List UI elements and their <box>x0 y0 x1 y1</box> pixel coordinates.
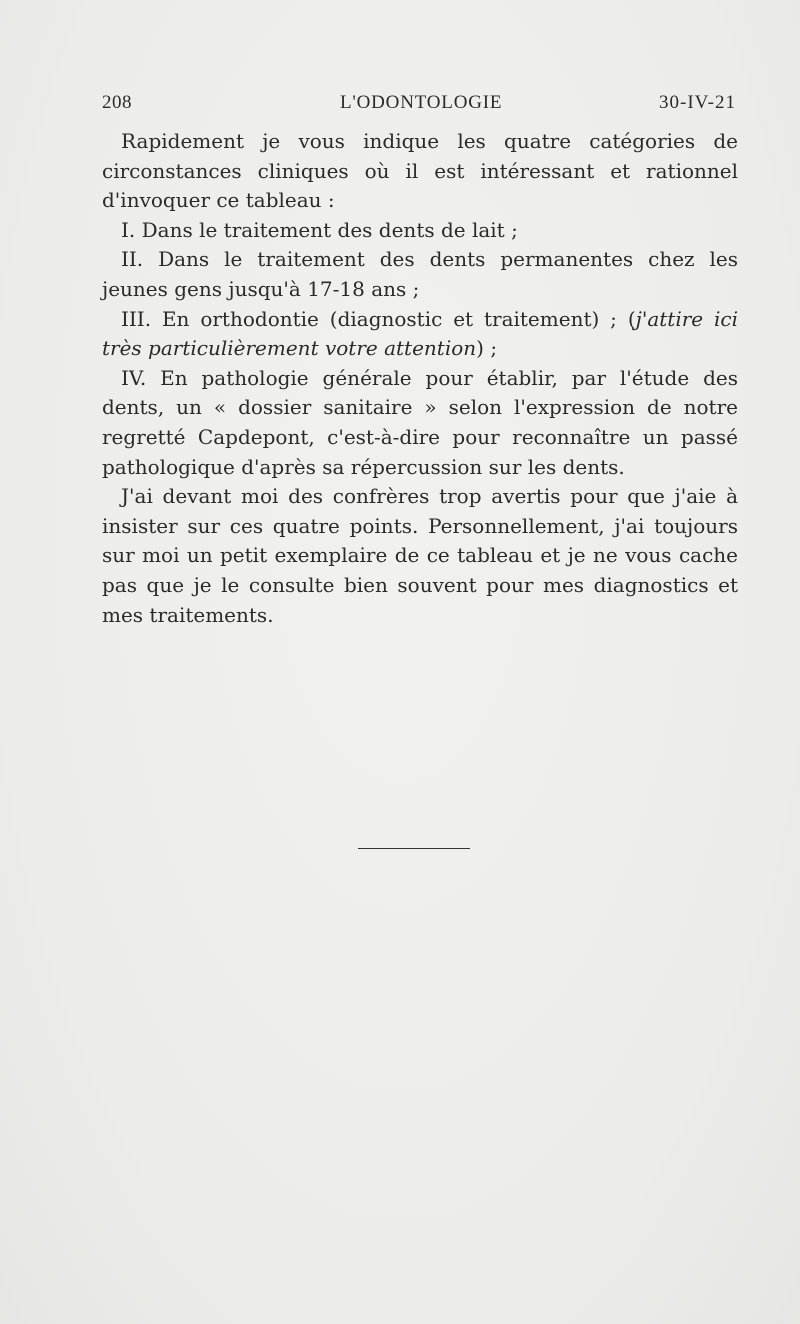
list-item-1: I. Dans le traitement des dents de lait ; <box>121 217 518 242</box>
list-item-2: II. Dans le traitement des dents permanentes chez les jeunes gens jusqu'à 17-18 ans ; <box>102 247 738 301</box>
intro-paragraph: Rapidement je vous indique les quatre catégories de circonstances cliniques où il est intéressant et rationnel d'invoquer ce tableau : <box>102 129 738 213</box>
issue-date: 30-IV-21 <box>659 92 736 113</box>
list-item-3-tail: ) ; <box>476 336 498 361</box>
list-item-4: IV. En pathologie générale pour établir, par l'étude des dents, un « dossier sanitaire » selon l'expression de notre regretté Capdepont, c'est-à-dire pour reconnaître un passé pathologique d'après sa répercussion sur les dents. <box>102 365 738 479</box>
list-item-3-emphasis: j'attire ici très particulièrement votre attention <box>102 306 739 361</box>
page-number: 208 <box>102 92 132 113</box>
closing-paragraph: J'ai devant moi des confrères trop avertis pour que j'aie à insister sur ces quatre points. Personnellement, j'ai toujours sur moi un petit exemplaire de ce tableau et je ne vous cache pas que je le consulte bien souvent pour mes diagnostics et mes traitements. <box>102 484 738 627</box>
section-end-rule <box>358 848 470 849</box>
running-header <box>102 92 736 118</box>
list-item-3-lead: III. En orthodontie (diagnostic et traitement) ; ( <box>121 306 636 331</box>
list-item-3 <box>102 305 738 364</box>
body-text <box>102 127 738 630</box>
journal-title: L'ODONTOLOGIE <box>340 92 503 113</box>
